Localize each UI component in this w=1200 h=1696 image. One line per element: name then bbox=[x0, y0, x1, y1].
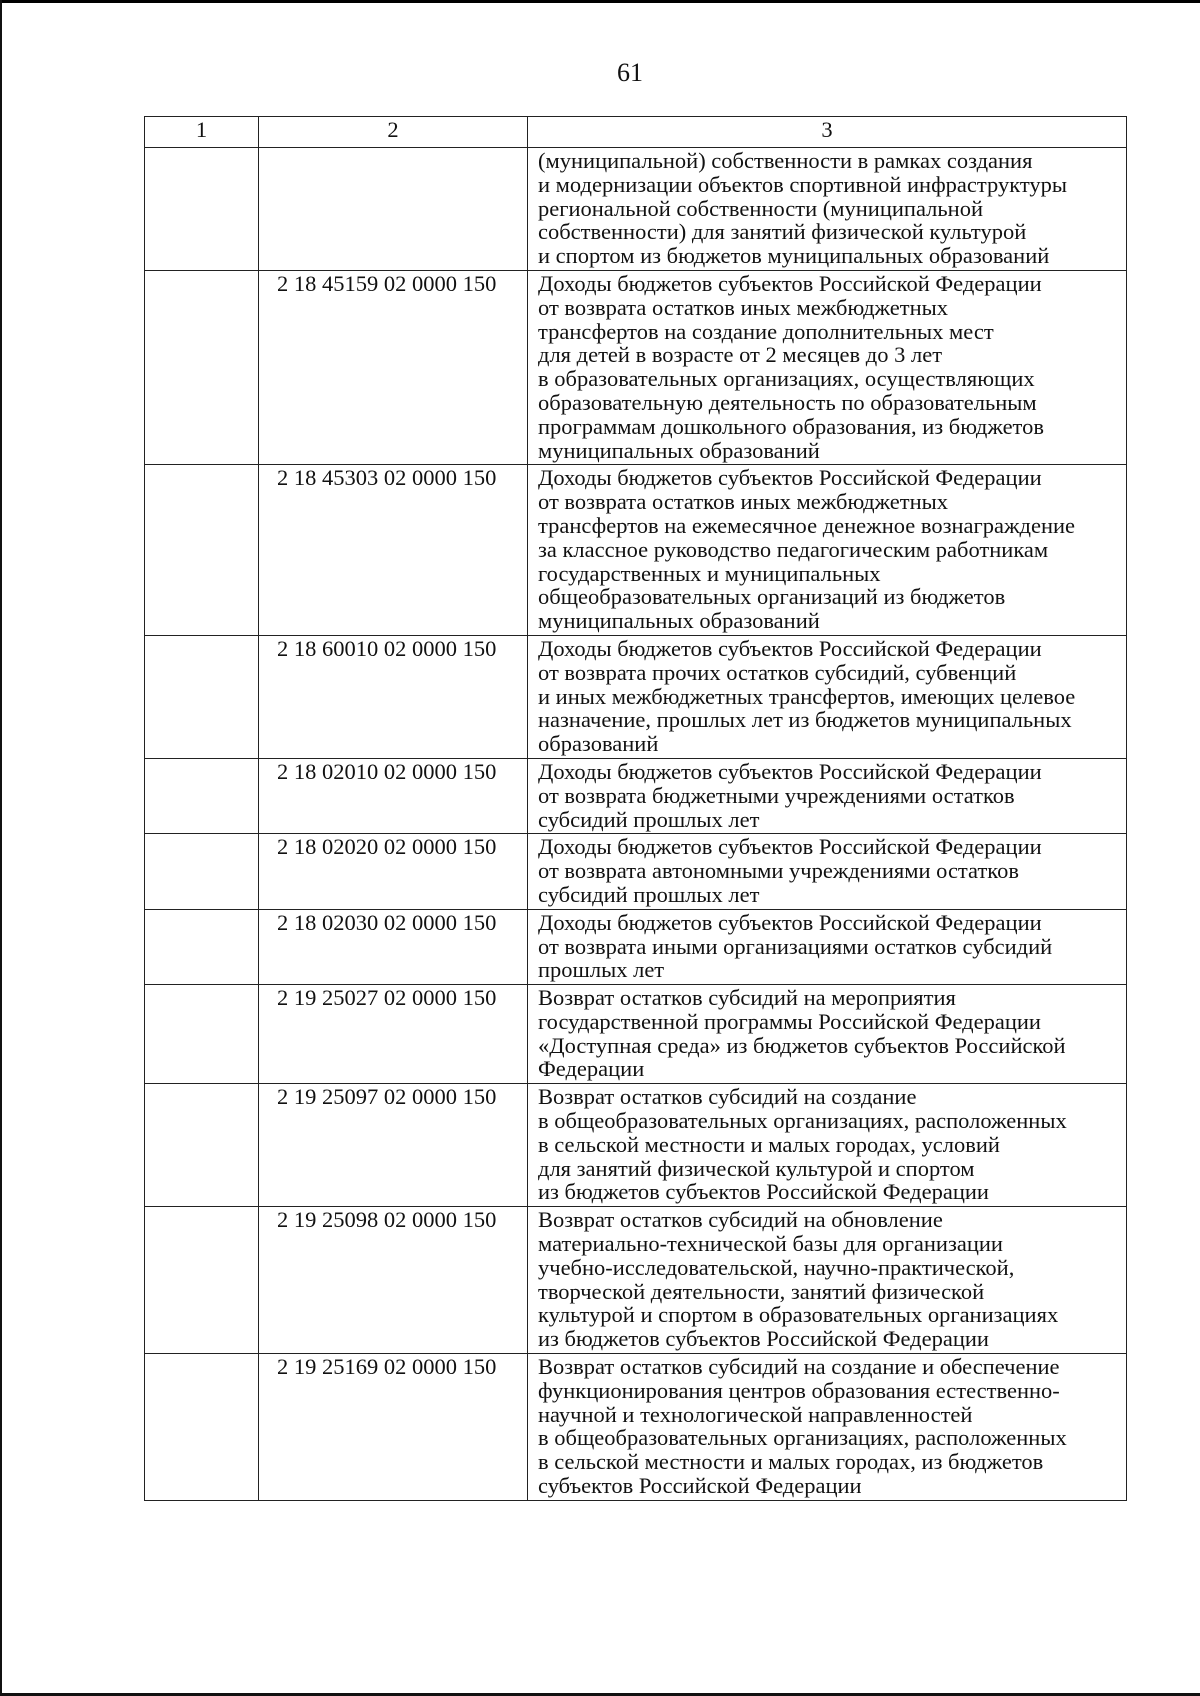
description-cell bbox=[528, 270, 1127, 464]
row-number-cell bbox=[145, 985, 259, 1084]
description-cell bbox=[528, 465, 1127, 636]
row-number-cell bbox=[145, 834, 259, 909]
description-line: и иных межбюджетных трансфертов, имеющих целевое bbox=[538, 683, 1076, 709]
budget-code-cell: 2 18 02030 02 0000 150 bbox=[259, 909, 528, 984]
description-cell bbox=[528, 635, 1127, 758]
description-line: в сельской местности и малых городах, из бюджетов bbox=[538, 1449, 1044, 1475]
description-line: общеобразовательных организаций из бюджетов bbox=[538, 584, 1006, 610]
description-line: Доходы бюджетов субъектов Российской Федерации bbox=[538, 270, 1042, 296]
description-line: государственных и муниципальных bbox=[538, 560, 881, 586]
description-line: и спортом из бюджетов муниципальных образований bbox=[538, 243, 1050, 269]
budget-code-cell bbox=[259, 148, 528, 271]
description-line: научной и технологической направленностей bbox=[538, 1401, 973, 1427]
description-line: культурой и спортом в образовательных организациях bbox=[538, 1302, 1059, 1328]
description-line: Возврат остатков субсидий на создание bbox=[538, 1084, 917, 1110]
description-line: для занятий физической культурой и спортом bbox=[538, 1155, 975, 1181]
budget-code-cell: 2 19 25169 02 0000 150 bbox=[259, 1354, 528, 1501]
row-number-cell bbox=[145, 1084, 259, 1207]
description-line: Возврат остатков субсидий на мероприятия bbox=[538, 985, 956, 1011]
table-row bbox=[145, 985, 1127, 1084]
description-line: Доходы бюджетов субъектов Российской Федерации bbox=[538, 635, 1042, 661]
description-line: трансфертов на создание дополнительных мест bbox=[538, 318, 994, 344]
table-row bbox=[145, 635, 1127, 758]
table-row bbox=[145, 834, 1127, 909]
description-line: в образовательных организациях, осуществляющих bbox=[538, 366, 1035, 392]
budget-code-cell: 2 19 25098 02 0000 150 bbox=[259, 1207, 528, 1354]
description-line: (муниципальной) собственности в рамках создания bbox=[538, 148, 1033, 173]
column-header-1: 1 bbox=[145, 117, 259, 148]
description-line: от возврата автономными учреждениями остатков bbox=[538, 858, 1019, 884]
column-header-3: 3 bbox=[528, 117, 1127, 148]
description-cell bbox=[528, 1084, 1127, 1207]
description-cell bbox=[528, 834, 1127, 909]
description-line: собственности) для занятий физической культурой bbox=[538, 219, 1027, 245]
description-cell bbox=[528, 1354, 1127, 1501]
table-row bbox=[145, 1354, 1127, 1501]
row-number-cell bbox=[145, 465, 259, 636]
description-line: образовательную деятельность по образовательным bbox=[538, 389, 1037, 415]
description-line: трансфертов на ежемесячное денежное вознаграждение bbox=[538, 512, 1076, 538]
table-row bbox=[145, 1207, 1127, 1354]
description-line: субсидий прошлых лет bbox=[538, 881, 760, 907]
description-line: в сельской местности и малых городах, условий bbox=[538, 1131, 1000, 1157]
description-line: от возврата иными организациями остатков субсидий bbox=[538, 933, 1053, 959]
budget-code-cell: 2 18 02020 02 0000 150 bbox=[259, 834, 528, 909]
description-line: материально-технической базы для организации bbox=[538, 1231, 1003, 1257]
description-cell bbox=[528, 148, 1127, 271]
description-line: для детей в возрасте от 2 месяцев до 3 лет bbox=[538, 342, 943, 368]
table-row bbox=[145, 758, 1127, 833]
table-body bbox=[145, 117, 1127, 1501]
description-line: «Доступная среда» из бюджетов субъектов Российской bbox=[538, 1032, 1066, 1058]
description-line: функционирования центров образования естественно- bbox=[538, 1377, 1060, 1403]
description-line: образований bbox=[538, 731, 659, 757]
description-cell bbox=[528, 1207, 1127, 1354]
budget-codes-table bbox=[144, 116, 1127, 1501]
budget-code-cell: 2 18 45159 02 0000 150 bbox=[259, 270, 528, 464]
description-cell bbox=[528, 758, 1127, 833]
budget-code-cell: 2 19 25097 02 0000 150 bbox=[259, 1084, 528, 1207]
description-line: субсидий прошлых лет bbox=[538, 806, 760, 832]
row-number-cell bbox=[145, 270, 259, 464]
description-line: из бюджетов субъектов Российской Федерации bbox=[538, 1326, 989, 1352]
description-line: из бюджетов субъектов Российской Федерации bbox=[538, 1179, 989, 1205]
description-line: программам дошкольного образования, из бюджетов bbox=[538, 413, 1044, 439]
row-number-cell bbox=[145, 758, 259, 833]
description-line: от возврата бюджетными учреждениями остатков bbox=[538, 782, 1015, 808]
budget-code-cell: 2 18 60010 02 0000 150 bbox=[259, 635, 528, 758]
description-line: субъектов Российской Федерации bbox=[538, 1473, 862, 1499]
row-number-cell bbox=[145, 148, 259, 271]
description-line: муниципальных образований bbox=[538, 437, 820, 463]
description-line: в общеобразовательных организациях, расположенных bbox=[538, 1425, 1067, 1451]
table-header-row bbox=[145, 117, 1127, 148]
description-line: прошлых лет bbox=[538, 957, 665, 983]
description-line: от возврата прочих остатков субсидий, субвенций bbox=[538, 659, 1017, 685]
description-line: государственной программы Российской Федерации bbox=[538, 1008, 1041, 1034]
description-line: от возврата остатков иных межбюджетных bbox=[538, 489, 949, 515]
description-line: Возврат остатков субсидий на обновление bbox=[538, 1207, 943, 1233]
description-line: в общеобразовательных организациях, расположенных bbox=[538, 1108, 1067, 1134]
description-line: Доходы бюджетов субъектов Российской Федерации bbox=[538, 834, 1042, 860]
table-row bbox=[145, 465, 1127, 636]
description-line: Доходы бюджетов субъектов Российской Федерации bbox=[538, 758, 1042, 784]
row-number-cell bbox=[145, 1354, 259, 1501]
budget-code-cell: 2 18 02010 02 0000 150 bbox=[259, 758, 528, 833]
description-line: творческой деятельности, занятий физической bbox=[538, 1278, 985, 1304]
description-line: от возврата остатков иных межбюджетных bbox=[538, 294, 949, 320]
table-row bbox=[145, 1084, 1127, 1207]
description-line: учебно-исследовательской, научно-практической, bbox=[538, 1254, 1015, 1280]
description-line: Федерации bbox=[538, 1056, 645, 1082]
description-line: за классное руководство педагогическим работникам bbox=[538, 536, 1049, 562]
description-cell bbox=[528, 985, 1127, 1084]
description-line: и модернизации объектов спортивной инфраструктуры bbox=[538, 171, 1067, 197]
description-line: Доходы бюджетов субъектов Российской Федерации bbox=[538, 909, 1042, 935]
description-line: Возврат остатков субсидий на создание и обеспечение bbox=[538, 1354, 1060, 1380]
description-line: Доходы бюджетов субъектов Российской Федерации bbox=[538, 465, 1042, 491]
row-number-cell bbox=[145, 909, 259, 984]
budget-code-cell: 2 18 45303 02 0000 150 bbox=[259, 465, 528, 636]
table-row bbox=[145, 148, 1127, 271]
table-row bbox=[145, 909, 1127, 984]
row-number-cell bbox=[145, 635, 259, 758]
description-cell bbox=[528, 909, 1127, 984]
description-line: муниципальных образований bbox=[538, 608, 820, 634]
scan-edge-left bbox=[0, 0, 2, 1696]
scan-edge-top bbox=[0, 0, 1200, 3]
table-row bbox=[145, 270, 1127, 464]
column-header-2: 2 bbox=[259, 117, 528, 148]
page-number: 61 bbox=[617, 58, 643, 87]
description-line: назначение, прошлых лет из бюджетов муниципальных bbox=[538, 707, 1072, 733]
budget-code-cell: 2 19 25027 02 0000 150 bbox=[259, 985, 528, 1084]
description-line: региональной собственности (муниципальной bbox=[538, 195, 983, 221]
row-number-cell bbox=[145, 1207, 259, 1354]
